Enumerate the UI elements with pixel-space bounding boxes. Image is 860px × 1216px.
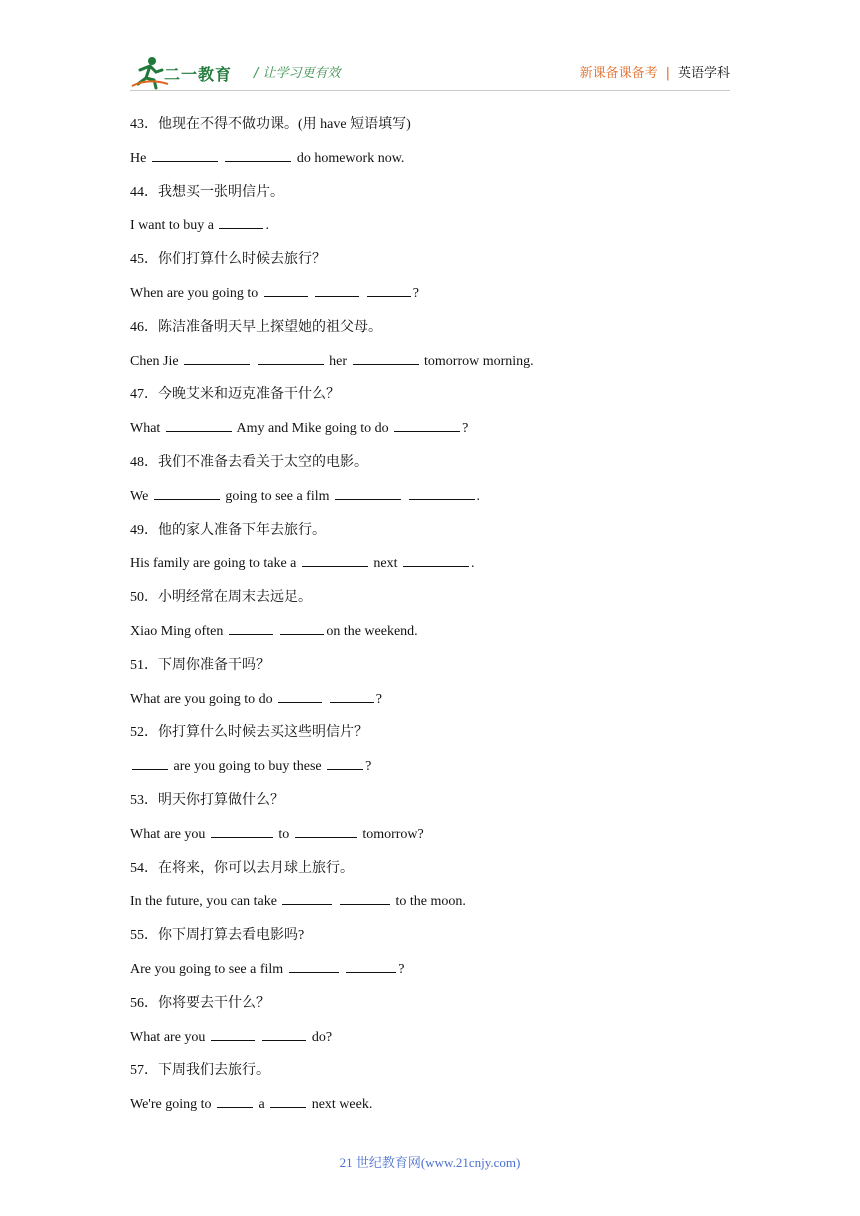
sentence-text: When are you going to <box>130 285 262 301</box>
question-prompt: 45．你们打算什么时候去旅行？ <box>130 252 326 268</box>
question-item <box>130 919 730 987</box>
sentence-text: Chen Jie <box>130 353 183 369</box>
sentence-text <box>403 489 407 504</box>
sentence-text: tomorrow morning. <box>420 353 534 369</box>
answer-blank[interactable] <box>270 1093 306 1108</box>
sentence-text: What <box>130 421 164 437</box>
answer-blank[interactable] <box>330 688 374 703</box>
sentence-text <box>275 624 279 639</box>
answer-blank[interactable] <box>262 1026 306 1041</box>
header-divider <box>130 90 730 91</box>
answer-blank[interactable] <box>346 958 396 973</box>
sentence-text: ? <box>398 961 405 977</box>
question-prompt: 55．你下周打算去看电影吗? <box>130 928 305 944</box>
question-item <box>130 784 730 852</box>
sentence-text: . <box>471 556 475 572</box>
answer-blank[interactable] <box>264 282 308 297</box>
header-separator: | <box>665 66 670 81</box>
question-prompt: 44．我想买一张明信片。 <box>130 184 284 200</box>
header-course-label: 新课备课备考 <box>579 66 658 81</box>
answer-blank[interactable] <box>278 688 322 703</box>
sentence-text: tomorrow? <box>358 826 424 842</box>
question-prompt: 53．明天你打算做什么？ <box>130 792 284 808</box>
question-sentence <box>130 142 730 176</box>
sentence-text: a <box>254 1097 269 1113</box>
sentence-text: next <box>369 556 402 572</box>
sentence-text <box>252 354 256 369</box>
sentence-text: next week. <box>308 1097 373 1113</box>
question-item <box>130 852 730 920</box>
answer-blank[interactable] <box>340 890 390 905</box>
question-prompt: 51．下周你准备干吗？ <box>130 657 270 673</box>
sentence-text: He <box>130 150 150 166</box>
answer-blank[interactable] <box>184 350 250 365</box>
answer-blank[interactable] <box>280 620 324 635</box>
sentence-text: to the moon. <box>391 894 466 910</box>
answer-blank[interactable] <box>258 350 324 365</box>
question-item <box>130 987 730 1055</box>
sentence-text: going to see a film <box>221 488 334 504</box>
question-item <box>130 176 730 244</box>
question-sentence <box>130 1021 730 1055</box>
sentence-text: on the weekend. <box>326 623 418 639</box>
sentence-text: do homework now. <box>293 150 405 166</box>
sentence-text <box>310 286 314 301</box>
question-sentence <box>130 1088 730 1122</box>
question-prompt: 52．你打算什么时候去买这些明信片？ <box>130 725 368 741</box>
question-item <box>130 446 730 514</box>
page-header <box>130 54 730 94</box>
question-list <box>130 108 730 1122</box>
question-item <box>130 649 730 717</box>
sentence-text: ? <box>365 759 372 775</box>
sentence-text: We're going to <box>130 1097 215 1113</box>
answer-blank[interactable] <box>315 282 359 297</box>
sentence-text <box>341 962 345 977</box>
question-sentence <box>130 547 730 581</box>
question-prompt: 50．小明经常在周末去远足。 <box>130 590 312 606</box>
question-item <box>130 581 730 649</box>
sentence-text: are you going to buy these <box>170 759 326 775</box>
question-sentence <box>130 480 730 514</box>
question-prompt: 48．我们不准备去看关于太空的电影。 <box>130 454 368 470</box>
answer-blank[interactable] <box>211 1026 255 1041</box>
sentence-text <box>257 1030 261 1045</box>
answer-blank[interactable] <box>394 417 460 432</box>
question-sentence <box>130 953 730 987</box>
sentence-text: . <box>476 488 481 504</box>
question-prompt: 49．他的家人准备下年去旅行。 <box>130 522 326 538</box>
question-item <box>130 378 730 446</box>
question-prompt: 43．他现在不得不做功课。(用 have 短语填写) <box>130 117 411 132</box>
question-prompt: 56．你将要去干什么？ <box>130 995 270 1011</box>
answer-blank[interactable] <box>219 214 263 229</box>
answer-blank[interactable] <box>217 1093 253 1108</box>
answer-blank[interactable] <box>302 552 368 567</box>
question-item <box>130 311 730 379</box>
sentence-text: do? <box>308 1029 333 1045</box>
question-sentence <box>130 885 730 919</box>
answer-blank[interactable] <box>132 755 168 770</box>
sentence-text: We <box>130 488 152 504</box>
question-sentence <box>130 615 730 649</box>
sentence-text: to <box>274 826 293 842</box>
question-sentence <box>130 818 730 852</box>
answer-blank[interactable] <box>229 620 273 635</box>
answer-blank[interactable] <box>154 485 220 500</box>
logo-text: 二一教育 <box>164 65 233 84</box>
question-prompt: 54．在将来，你可以去月球上旅行。 <box>130 860 354 876</box>
answer-blank[interactable] <box>295 823 357 838</box>
header-slogan: / 让学习更有效 <box>254 66 341 81</box>
question-sentence <box>130 412 730 446</box>
question-sentence <box>130 683 730 717</box>
question-prompt: 46．陈洁准备明天早上探望她的祖父母。 <box>130 319 382 335</box>
header-subject <box>580 62 730 81</box>
sentence-text: Xiao Ming often <box>130 623 227 639</box>
question-item <box>130 1054 730 1122</box>
sentence-text: ? <box>412 285 420 301</box>
question-item <box>130 243 730 311</box>
sentence-text: Amy and Mike going to do <box>233 421 393 437</box>
question-sentence <box>130 345 730 379</box>
question-item <box>130 716 730 784</box>
header-subject-label: 英语学科 <box>677 66 730 81</box>
question-item <box>130 108 730 176</box>
sentence-text <box>334 894 338 909</box>
answer-blank[interactable] <box>353 350 419 365</box>
sentence-text <box>324 692 328 707</box>
page-footer: 21 世纪教育网(www.21cnjy.com) <box>339 1155 521 1170</box>
sentence-text: . <box>265 218 269 234</box>
sentence-text: her <box>325 353 351 369</box>
sentence-text: ? <box>375 691 382 707</box>
answer-blank[interactable] <box>327 755 363 770</box>
answer-blank[interactable] <box>409 485 475 500</box>
sentence-text <box>361 286 365 301</box>
question-sentence <box>130 277 730 311</box>
sentence-text: What are you <box>130 1029 209 1045</box>
sentence-text: I want to buy a <box>130 218 218 234</box>
answer-blank[interactable] <box>335 485 401 500</box>
sentence-text: His family are going to take a <box>130 556 300 572</box>
sentence-text: ? <box>462 421 469 437</box>
sentence-text: What are you <box>130 826 209 842</box>
question-prompt: 57．下周我们去旅行。 <box>130 1063 270 1079</box>
answer-blank[interactable] <box>367 282 411 297</box>
answer-blank[interactable] <box>166 417 232 432</box>
sentence-text: What are you going to do <box>130 691 277 707</box>
answer-blank[interactable] <box>152 147 218 162</box>
question-sentence <box>130 750 730 784</box>
answer-blank[interactable] <box>289 958 339 973</box>
sentence-text <box>220 151 224 166</box>
logo <box>130 54 240 90</box>
sentence-text: Are you going to see a film <box>130 961 287 977</box>
question-item <box>130 514 730 582</box>
sentence-text: In the future, you can take <box>130 894 281 910</box>
answer-blank[interactable] <box>225 147 291 162</box>
question-sentence <box>130 209 730 243</box>
answer-blank[interactable] <box>211 823 273 838</box>
answer-blank[interactable] <box>403 552 469 567</box>
question-prompt: 47．今晚艾米和迈克准备干什么？ <box>130 387 340 403</box>
answer-blank[interactable] <box>282 890 332 905</box>
